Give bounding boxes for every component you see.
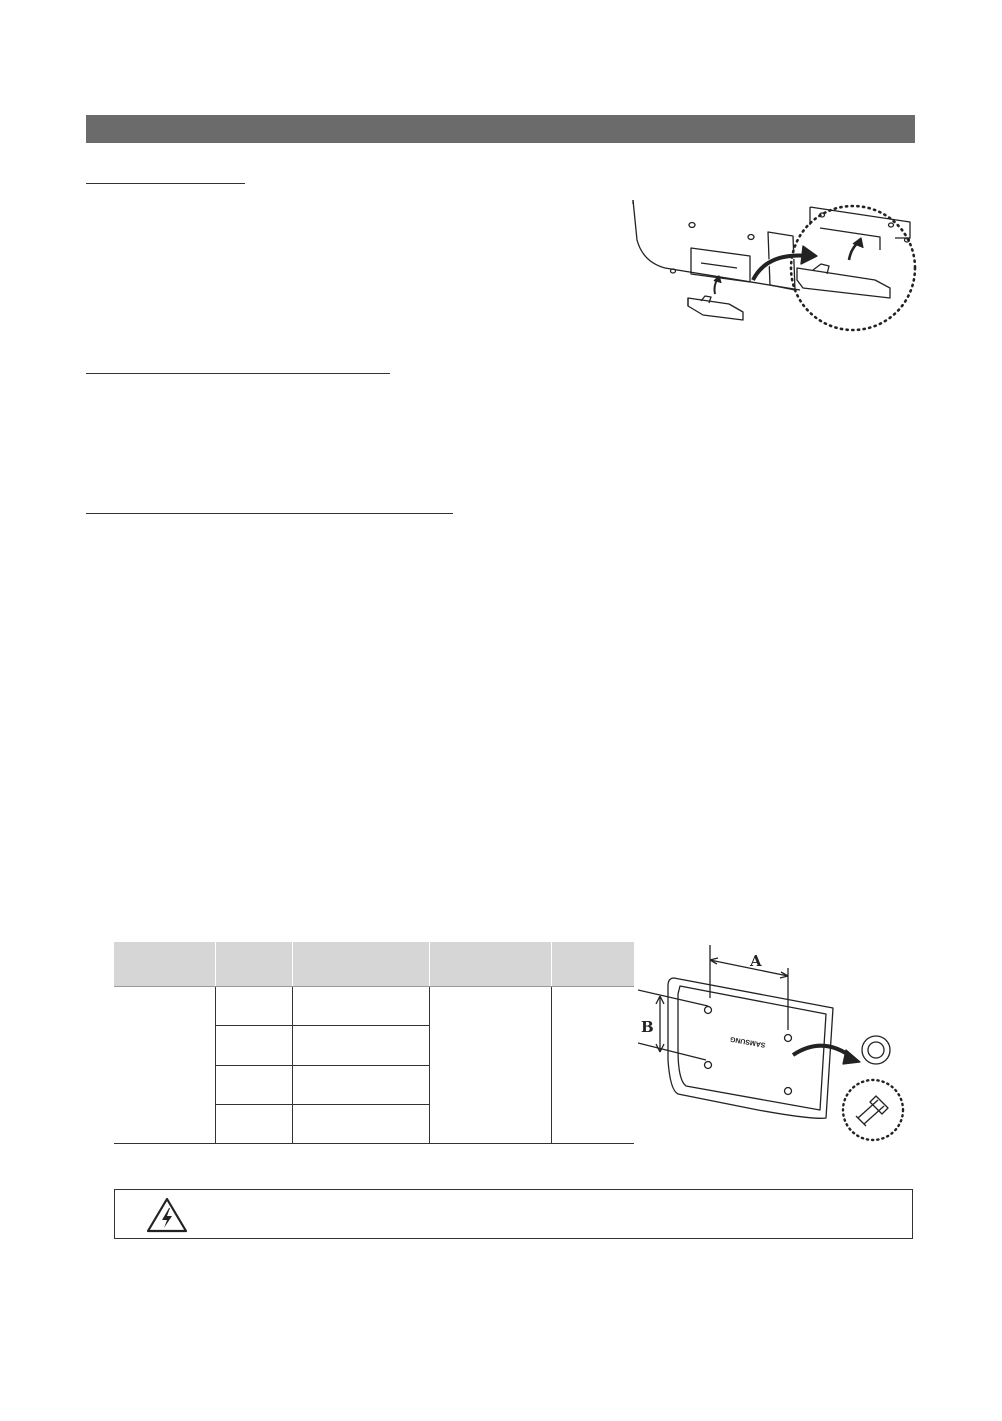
table-row xyxy=(114,987,634,1026)
table-cell xyxy=(292,1065,429,1104)
section-header-bar xyxy=(86,115,915,143)
dimension-b-label: B xyxy=(641,1018,654,1036)
table-cell xyxy=(114,987,215,1144)
table-cell xyxy=(551,987,634,1144)
subsection-heading-2 xyxy=(86,373,390,374)
table-header-cell xyxy=(114,942,215,987)
table-cell xyxy=(215,1065,292,1104)
dimension-a-label: A xyxy=(750,952,762,970)
wall-mount-spec-table xyxy=(114,942,634,1144)
subsection-heading-1 xyxy=(86,183,245,184)
table-cell xyxy=(215,987,292,1026)
table-header-row xyxy=(114,942,634,987)
table-cell xyxy=(215,1104,292,1143)
subsection-heading-3 xyxy=(86,513,453,514)
electric-shock-warning-icon xyxy=(145,1196,189,1234)
table-header-cell xyxy=(215,942,292,987)
wall-mount-diagram-icon xyxy=(638,940,920,1145)
table-header-cell xyxy=(429,942,551,987)
table-header-cell xyxy=(551,942,634,987)
brand-logo: SAMSUNG xyxy=(729,1034,767,1049)
warning-box xyxy=(114,1189,913,1239)
table-cell xyxy=(429,987,551,1144)
table-cell xyxy=(215,1026,292,1065)
table-header-cell xyxy=(292,942,429,987)
table-cell xyxy=(292,1026,429,1065)
table-cell xyxy=(292,1104,429,1143)
table-cell xyxy=(292,987,429,1026)
stand-guide-icon xyxy=(625,190,925,345)
